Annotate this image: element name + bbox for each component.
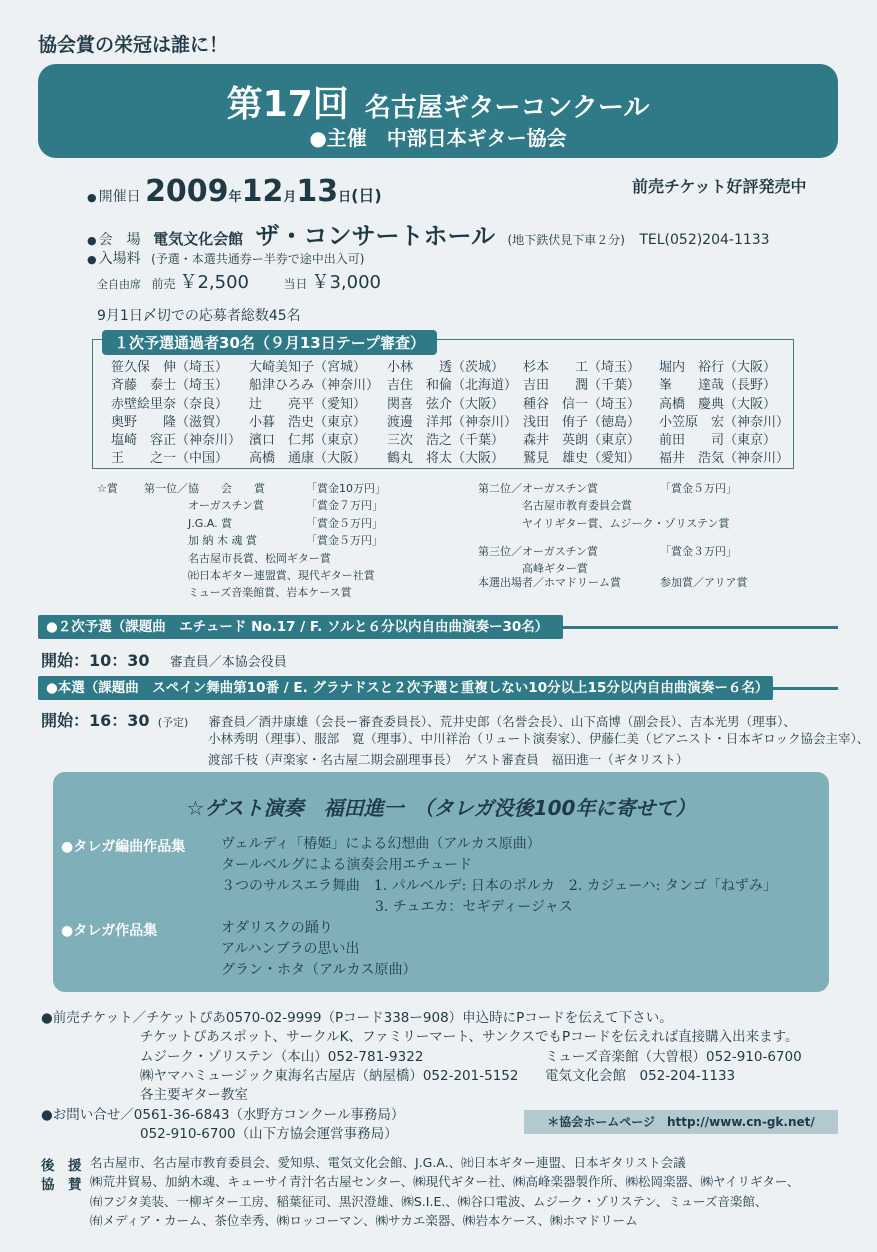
round1-box xyxy=(92,339,794,469)
round1-names-col-5: 堀内 裕行（大阪） 峯 達哉（長野） 高橋 慶典（大阪） 小笠原 宏（神奈川） 前田 司（東京） 福井 浩気（神奈川） xyxy=(659,360,790,467)
third-place-prizes: 第三位／オーガスチン賞 高峰ギター賞 xyxy=(478,545,599,576)
tarrega-works: オダリスクの踊り アルハンブラの思い出 グラン・ホタ（アルカス原曲） xyxy=(221,920,417,978)
finalist-prize: 本選出場者／ホマドリーム賞 xyxy=(478,576,621,589)
final-start-note: (予定) xyxy=(157,716,189,729)
contact-line1 xyxy=(41,1103,404,1123)
second-place-amount: 「賞金５万円」 xyxy=(660,482,737,495)
round2-heading: ●２次予選（課題曲 エチュード No.17 / F. ソルと６分以内自由曲演奏ー30名） xyxy=(38,615,563,639)
date-row xyxy=(87,174,382,209)
venue-name: ザ・コンサートホール xyxy=(255,222,496,250)
fee-note: (予選・本選共通券ー半券で途中出入可) xyxy=(151,252,365,266)
round2-judges: 審査員／本協会役員 xyxy=(169,655,287,670)
title-line xyxy=(38,76,838,127)
fee-row xyxy=(87,248,364,268)
event-date: 2009年12月13日(日) xyxy=(145,174,382,209)
venue-label: ● 会 場 xyxy=(87,232,141,248)
date-label: ● 開催日 xyxy=(87,189,141,205)
backing-list: 名古屋市、名古屋市教育委員会、愛知県、電気文化会館、J.G.A.、㈳日本ギター連盟、日本ギタリスト会議 xyxy=(90,1155,686,1170)
organizer: ●主催 中部日本ギター協会 xyxy=(309,126,567,150)
round1-names-col-1: 笹久保 伸（埼玉） 斉藤 泰士（埼玉） 赤壁絵里奈（奈良） 奥野 隆（滋賀） 塩崎 容正（神奈川） 王 之一（中国） xyxy=(111,360,242,467)
venue-row xyxy=(87,216,770,251)
round2-info xyxy=(41,648,287,671)
door-price: ￥3,000 xyxy=(311,272,381,293)
first-place-prizes: 第一位／協 会 賞 オーガスチン賞 J.G.A. 賞 加 納 木 魂 賞 名古屋市長賞、松岡ギター賞 ㈳日本ギター連盟賞、現代ギター社賞 ミューズ音楽館賞、岩本ケース賞 xyxy=(144,482,375,600)
door-label: 当日 xyxy=(283,277,308,291)
round1-heading: １次予選通過者30名（９月13日テープ審査） xyxy=(102,330,437,355)
venue-access: (地下鉄伏見下車２分) xyxy=(507,233,625,247)
sponsor-list: ㈱荒井貿易、加納木魂、キューサイ青汁名古屋センター、㈱現代ギター社、㈱高峰楽器製作所、㈱松岡楽器、㈱ヤイリギター、 ㈲フジタ美装、一柳ギター工房、稲葉征司、黒沢澄雄、㈱S.I.E.、㈱谷口電波、ムジーク・ゾリステン、ミューズ音楽館、 ㈲メディア・カーム、茶位幸秀、㈱ロッコーマン、㈱サカエ楽器、㈱岩本ケース、㈱ホマドリーム xyxy=(90,1174,800,1228)
seat-type: 全自由席 xyxy=(97,278,141,291)
ticket-info-line2: チケットぴあスポット、サークルK、ファミリーマート、サンクスでもPコードを伝えれば直接購入出来ます。 xyxy=(140,1029,799,1045)
homepage-link[interactable]: ＊協会ホームページ http://www.cn-gk.net/ xyxy=(524,1110,838,1134)
ticket-shop-5: 各主要ギター教室 xyxy=(140,1087,248,1103)
applicants-total: 9月1日〆切での応募者総数45名 xyxy=(97,308,301,324)
round2-start: 開始：10：30 xyxy=(41,651,150,670)
guest-title: ☆ゲスト演奏 福田進一 （タレガ没後100年に寄せて） xyxy=(186,796,696,820)
venue-tel: TEL(052)204-1133 xyxy=(639,232,770,248)
tagline: 協会賞の栄冠は誰に！ xyxy=(38,34,229,56)
edition: 第17回 xyxy=(226,84,349,125)
round1-names-col-2: 大崎美知子（宮城） 船津ひろみ（神奈川） 辻 亮平（愛知） 小暮 浩史（東京） 濱口 仁邦（東京） 高橋 通康（大阪） xyxy=(249,360,380,467)
final-info xyxy=(41,708,796,731)
round1-names-col-4: 杉本 工（埼玉） 吉田 潤（千葉） 種谷 信一（埼玉） 浅田 侑子（徳島） 森井 英朗（東京） 鷲見 雄史（愛知） xyxy=(523,360,641,467)
contact-tel-2: 052-910-6700（山下方協会運営事務局） xyxy=(140,1126,398,1142)
sponsor-label: 協 賛 xyxy=(41,1177,82,1193)
price-row xyxy=(97,268,411,294)
ticket-shop-3: ㈱ヤマハミュージック東海名古屋店（納屋橋）052-201-5152 xyxy=(140,1068,519,1084)
second-place-prizes: 第二位／オーガスチン賞 名古屋市教育委員会賞 ヤイリギター賞、ムジーク・ゾリステン賞 xyxy=(478,482,730,530)
advance-label: 前売 xyxy=(151,277,176,291)
contact-label: ●お問い合せ／ xyxy=(41,1107,134,1123)
competition-name: 名古屋ギターコンクール xyxy=(364,93,650,123)
venue-hall: 電気文化会館 xyxy=(153,230,244,248)
ticket-shop-1: ムジーク・ゾリステン（本山）052-781-9322 xyxy=(140,1049,424,1065)
tarrega-arrangements-label: ●タレガ編曲作品集 xyxy=(61,839,186,855)
final-judges-line1: 審査員／酒井康雄（会長ー審査委員長）、荒井史郎（名誉会長）、山下高博（副会長）、吉本光男（理事）、 xyxy=(208,714,796,729)
final-heading: ●本選（課題曲 スペイン舞曲第10番 / E. グラナドスと２次予選と重複しない10分以上15分以内自由曲演奏ー６名） xyxy=(38,676,773,700)
round1-names-col-3: 小林 透（茨城） 吉住 和倫（北海道） 関喜 弦介（大阪） 渡邊 洋邦（神奈川） 三次 浩之（千葉） 鶴丸 将太（大阪） xyxy=(387,360,518,467)
participant-prize: 参加賞／アリア賞 xyxy=(660,576,748,589)
advance-price: ￥2,500 xyxy=(179,272,249,293)
final-judges-line2: 小林秀明（理事）、服部 寛（理事）、中川祥治（リュート演奏家）、伊藤仁美（ピアニスト・日本ギロック協会主宰）、 xyxy=(208,731,870,746)
final-rule xyxy=(773,687,838,690)
ticket-info-line1: ●前売チケット／チケットぴあ0570-02-9999（Pコード338ー908）申込時にPコードを伝えて下さい。 xyxy=(41,1010,673,1026)
final-start: 開始：16：30 xyxy=(41,711,150,730)
third-place-amount: 「賞金３万円」 xyxy=(660,545,737,558)
prize-label: ☆賞 xyxy=(97,482,118,495)
guest-performance-box xyxy=(53,772,829,992)
title-banner xyxy=(38,64,838,158)
round2-rule xyxy=(563,626,838,629)
ticket-shop-2: ミューズ音楽館（大曽根）052-910-6700 xyxy=(545,1049,802,1065)
first-place-amounts: 「賞金10万円」 「賞金７万円」 「賞金５万円」 「賞金５万円」 xyxy=(306,482,386,548)
fee-label: ● 入場料 xyxy=(87,251,141,267)
backing-label: 後 援 xyxy=(41,1158,82,1174)
contact-tel-1: 0561-36-6843（水野方コンクール事務局） xyxy=(133,1107,405,1123)
presale-notice: 前売チケット好評発売中 xyxy=(632,177,807,196)
ticket-shop-4: 電気文化会館 052-204-1133 xyxy=(545,1068,736,1084)
tarrega-arrangements: ヴェルディ「椿姫」による幻想曲（アルカス原曲） タールベルグによる演奏会用エチュード ３つのサルスエラ舞曲 1. パルベルデ: 日本のポルカ 2. カジェーハ: タンゴ「ねずみ」 3. チュエカ：セギディージャス xyxy=(221,836,777,915)
tarrega-works-label: ●タレガ作品集 xyxy=(61,923,158,939)
final-judges-line3: 渡部千枝（声楽家・名古屋二期会副理事長） ゲスト審査員 福田進一（ギタリスト） xyxy=(208,752,689,767)
